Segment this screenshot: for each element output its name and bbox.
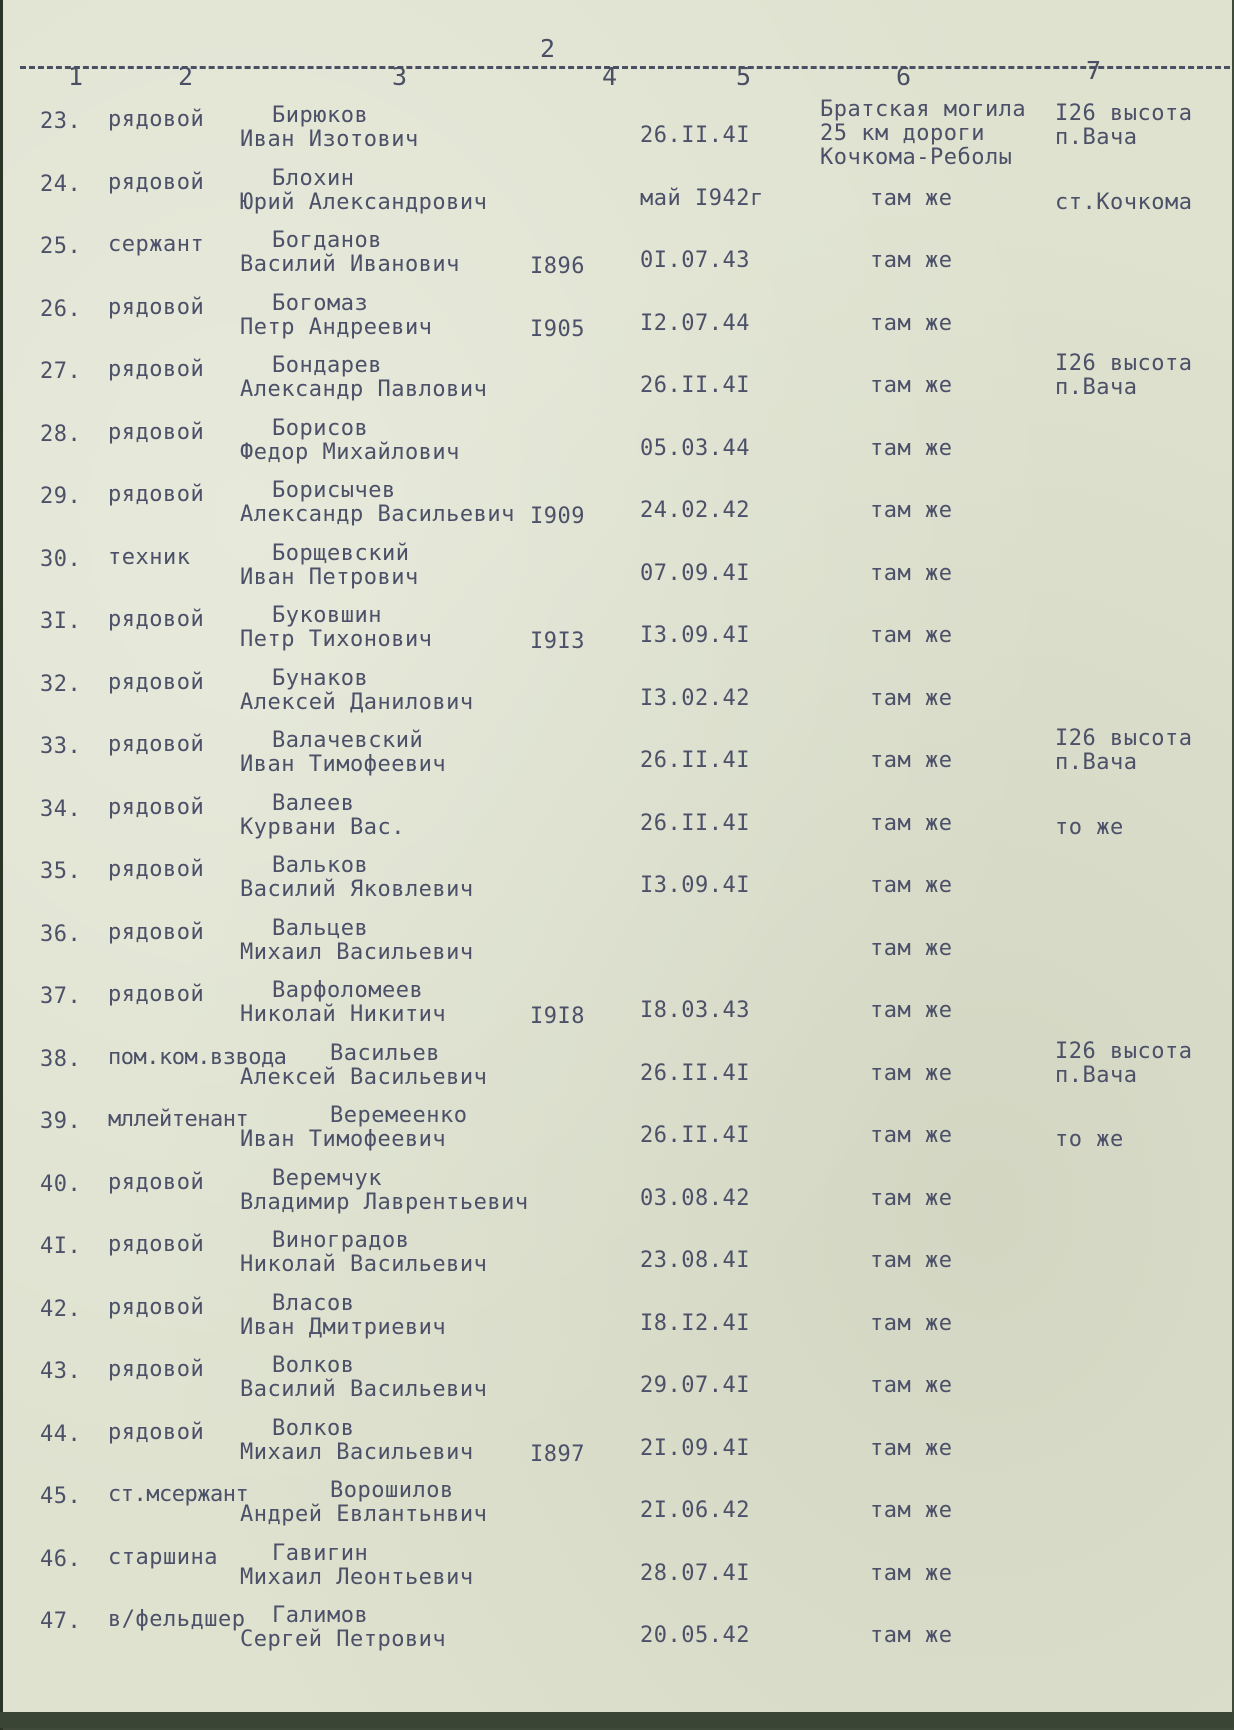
given-name: Иван Петрович xyxy=(240,564,419,590)
row-number: 28. xyxy=(40,421,82,447)
row-number: 35. xyxy=(40,859,82,884)
death-date: I8.I2.4I xyxy=(640,1310,750,1336)
burial-place: там же xyxy=(870,185,953,211)
given-name: Петр Тихонович xyxy=(240,627,433,652)
given-name: Алексей Васильевич xyxy=(240,1064,488,1090)
note: п.Вача xyxy=(1055,750,1138,775)
given-name: Иван Тимофеевич xyxy=(240,1127,447,1152)
surname: Веремеенко xyxy=(330,1103,468,1128)
note: п.Вача xyxy=(1055,375,1138,400)
rank: рядовой xyxy=(108,607,205,632)
note: п.Вача xyxy=(1055,125,1138,150)
row-number: 24. xyxy=(40,171,82,197)
rank: рядовой xyxy=(108,1232,205,1257)
rank: рядовой xyxy=(108,669,205,695)
birth-year: I9I3 xyxy=(530,629,585,654)
surname: Богданов xyxy=(272,228,382,253)
note: ст.Кочкома xyxy=(1055,189,1193,215)
surname: Васильев xyxy=(330,1040,440,1066)
surname: Буковшин xyxy=(272,603,382,628)
rank: рядовой xyxy=(108,982,205,1007)
burial-place: там же xyxy=(870,1185,953,1211)
surname: Валеев xyxy=(272,790,355,816)
birth-year: I9I8 xyxy=(530,1004,585,1029)
given-name: Иван Тимофеевич xyxy=(240,752,447,777)
death-date: 29.07.4I xyxy=(640,1373,750,1398)
given-name: Алексей Данилович xyxy=(240,689,474,715)
burial-place: там же xyxy=(870,873,953,898)
burial-place: там же xyxy=(870,1123,953,1148)
given-name: Иван Изотович xyxy=(240,127,419,152)
burial-place: там же xyxy=(870,998,953,1023)
rank: старшина xyxy=(108,1544,218,1570)
birth-year: I909 xyxy=(530,504,585,529)
death-date: 20.05.42 xyxy=(640,1623,750,1648)
burial-place: там же xyxy=(870,248,953,273)
burial-place: там же xyxy=(870,435,953,461)
row-number: 23. xyxy=(40,109,82,134)
surname: Гавигин xyxy=(272,1540,369,1566)
surname: Борисычев xyxy=(272,478,396,503)
given-name: Александр Васильевич xyxy=(240,502,515,527)
birth-year: I905 xyxy=(530,316,585,342)
burial-place: там же xyxy=(870,748,953,773)
burial-place: 25 км дороги xyxy=(820,121,985,146)
burial-place: там же xyxy=(870,1310,953,1336)
rank: рядовой xyxy=(108,919,205,945)
given-name: Александр Павлович xyxy=(240,377,488,402)
burial-place: там же xyxy=(870,1560,953,1586)
row-number: 45. xyxy=(40,1484,82,1509)
rank: рядовой xyxy=(108,294,205,320)
rank: в/фельдшер xyxy=(108,1607,246,1632)
burial-place: Кочкома-Реболы xyxy=(820,145,1013,170)
rank: рядовой xyxy=(108,794,205,820)
given-name: Юрий Александрович xyxy=(240,189,488,215)
row-number: 44. xyxy=(40,1421,82,1447)
given-name: Федор Михайлович xyxy=(240,439,460,465)
burial-place: там же xyxy=(870,310,953,336)
column-header-5: 5 xyxy=(736,62,753,91)
death-date: 26.II.4I xyxy=(640,1060,750,1086)
death-date: 26.II.4I xyxy=(640,1123,750,1148)
surname: Вальков xyxy=(272,853,369,878)
death-date: 03.08.42 xyxy=(640,1185,750,1211)
note: I26 высота xyxy=(1055,1038,1193,1064)
surname: Богомаз xyxy=(272,290,369,316)
row-number: 26. xyxy=(40,296,82,322)
burial-place: там же xyxy=(870,1248,953,1273)
burial-place: там же xyxy=(870,373,953,398)
rank: рядовой xyxy=(108,357,205,382)
rank: ст.мсержант xyxy=(108,1482,249,1507)
burial-place: там же xyxy=(870,560,953,586)
column-header-3: 3 xyxy=(392,62,409,91)
given-name: Сергей Петрович xyxy=(240,1627,447,1652)
row-number: 38. xyxy=(40,1046,82,1072)
surname: Борисов xyxy=(272,415,369,441)
rank: рядовой xyxy=(108,482,205,507)
given-name: Михаил Васильевич xyxy=(240,1439,474,1465)
death-date: 26.II.4I xyxy=(640,810,750,836)
death-date: 2I.06.42 xyxy=(640,1498,750,1523)
given-name: Василий Иванович xyxy=(240,252,460,277)
surname: Бондарев xyxy=(272,353,382,378)
death-date: I3.02.42 xyxy=(640,685,750,711)
given-name: Василий Васильевич xyxy=(240,1377,488,1402)
surname: Волков xyxy=(272,1353,355,1378)
page-edge xyxy=(0,0,3,1730)
given-name: Владимир Лаврентьевич xyxy=(240,1189,529,1215)
note: I26 высота xyxy=(1055,726,1193,751)
row-number: 3I. xyxy=(40,609,82,634)
rank: рядовой xyxy=(108,1169,205,1195)
surname: Блохин xyxy=(272,165,355,191)
scan-border xyxy=(0,1712,1234,1728)
given-name: Михаил Васильевич xyxy=(240,939,474,965)
burial-place: там же xyxy=(870,623,953,648)
given-name: Петр Андреевич xyxy=(240,314,433,340)
given-name: Иван Дмитриевич xyxy=(240,1314,447,1340)
row-number: 46. xyxy=(40,1546,82,1572)
birth-year: I896 xyxy=(530,254,585,279)
row-number: 36. xyxy=(40,921,82,947)
death-date: 05.03.44 xyxy=(640,435,750,461)
burial-place: там же xyxy=(870,810,953,836)
burial-place: там же xyxy=(870,498,953,523)
death-date: 26.II.4I xyxy=(640,123,750,148)
row-number: 40. xyxy=(40,1171,82,1197)
burial-place: Братская могила xyxy=(820,97,1027,122)
surname: Борщевский xyxy=(272,540,410,566)
burial-place: там же xyxy=(870,1060,953,1086)
note: то же xyxy=(1055,814,1124,840)
rank: рядовой xyxy=(108,419,205,445)
surname: Вальцев xyxy=(272,915,369,941)
row-number: 32. xyxy=(40,671,82,697)
given-name: Курвани Вас. xyxy=(240,814,405,840)
surname: Варфоломеев xyxy=(272,978,424,1003)
given-name: Андрей Евлантьнвич xyxy=(240,1502,488,1527)
row-number: 27. xyxy=(40,359,82,384)
death-date: 23.08.4I xyxy=(640,1248,750,1273)
given-name: Михаил Леонтьевич xyxy=(240,1564,474,1590)
column-header-1: 1 xyxy=(68,62,85,91)
row-number: 39. xyxy=(40,1109,82,1134)
column-header-2-upper: 2 xyxy=(540,34,557,63)
death-date: 24.02.42 xyxy=(640,498,750,523)
rank: рядовой xyxy=(108,1419,205,1445)
row-number: 37. xyxy=(40,984,82,1009)
surname: Галимов xyxy=(272,1603,369,1628)
death-date: I2.07.44 xyxy=(640,310,750,336)
burial-place: там же xyxy=(870,1435,953,1461)
death-date: 26.II.4I xyxy=(640,748,750,773)
row-number: 42. xyxy=(40,1296,82,1322)
column-header-4: 4 xyxy=(602,62,619,91)
row-number: 34. xyxy=(40,796,82,822)
column-header-2: 2 xyxy=(178,62,195,91)
death-date: май I942г xyxy=(640,185,764,211)
burial-place: там же xyxy=(870,685,953,711)
rank: рядовой xyxy=(108,857,205,882)
burial-place: там же xyxy=(870,935,953,961)
surname: Виноградов xyxy=(272,1228,410,1253)
rank: рядовой xyxy=(108,107,205,132)
rank: техник xyxy=(108,544,191,570)
row-number: 30. xyxy=(40,546,82,572)
rank: рядовой xyxy=(108,1357,205,1382)
row-number: 29. xyxy=(40,484,82,509)
note: I26 высота xyxy=(1055,101,1193,126)
burial-place: там же xyxy=(870,1373,953,1398)
rank: мллейтенант xyxy=(108,1107,249,1132)
rank: пом.ком.взвода xyxy=(108,1044,287,1070)
given-name: Николай Никитич xyxy=(240,1002,447,1027)
row-number: 33. xyxy=(40,734,82,759)
column-header-rule xyxy=(20,66,1230,71)
death-date: 0I.07.43 xyxy=(640,248,750,273)
surname: Бунаков xyxy=(272,665,369,691)
death-date: 28.07.4I xyxy=(640,1560,750,1586)
row-number: 25. xyxy=(40,234,82,259)
note: п.Вача xyxy=(1055,1062,1138,1088)
surname: Власов xyxy=(272,1290,355,1316)
row-number: 47. xyxy=(40,1609,82,1634)
death-date: 26.II.4I xyxy=(640,373,750,398)
column-header-6: 6 xyxy=(896,62,913,91)
surname: Ворошилов xyxy=(330,1478,454,1503)
surname: Валачевский xyxy=(272,728,424,753)
surname: Бирюков xyxy=(272,103,369,128)
death-date: I8.03.43 xyxy=(640,998,750,1023)
death-date: I3.09.4I xyxy=(640,873,750,898)
death-date: 2I.09.4I xyxy=(640,1435,750,1461)
rank: рядовой xyxy=(108,732,205,757)
surname: Волков xyxy=(272,1415,355,1441)
rank: рядовой xyxy=(108,1294,205,1320)
given-name: Николай Васильевич xyxy=(240,1252,488,1277)
surname: Веремчук xyxy=(272,1165,382,1191)
burial-place: там же xyxy=(870,1623,953,1648)
birth-year: I897 xyxy=(530,1441,585,1467)
rank: рядовой xyxy=(108,169,205,195)
note: I26 высота xyxy=(1055,351,1193,376)
rank: сержант xyxy=(108,232,205,257)
given-name: Василий Яковлевич xyxy=(240,877,474,902)
burial-place: там же xyxy=(870,1498,953,1523)
row-number: 4I. xyxy=(40,1234,82,1259)
row-number: 43. xyxy=(40,1359,82,1384)
death-date: 07.09.4I xyxy=(640,560,750,586)
death-date: I3.09.4I xyxy=(640,623,750,648)
column-header-7: 7 xyxy=(1086,56,1103,85)
note: то же xyxy=(1055,1127,1124,1152)
